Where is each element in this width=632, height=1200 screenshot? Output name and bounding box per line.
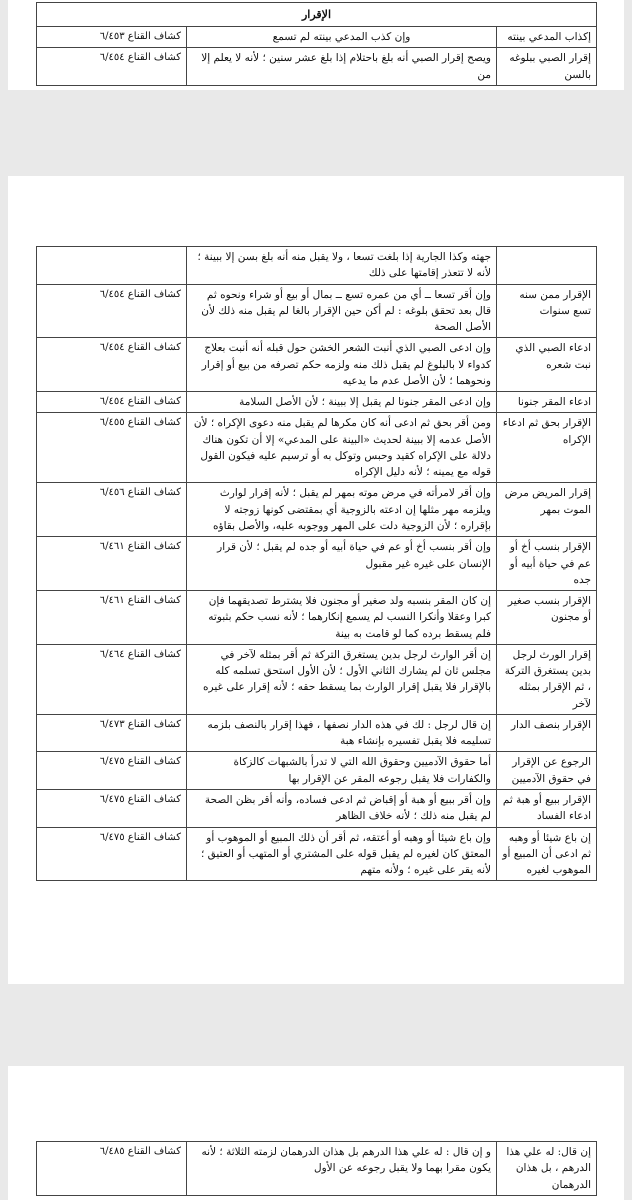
table-row [37, 714, 597, 752]
topic-cell: الإقرار بنسب صغير أو مجنون [497, 591, 597, 645]
reference-cell [37, 247, 187, 285]
rule-cell: ويصح إقرار الصبي أنه بلغ باحتلام إذا بلغ عشر سنين ؛ لأنه لا يعلم إلا من [187, 48, 497, 86]
reference-cell: كشاف القناع ٦/٤٧٥ [37, 752, 187, 790]
topic-cell: إقرار المريض مرض الموت بمهر [497, 483, 597, 537]
rule-cell: وإن ادعى الصبي الذي أنبت الشعر الخشن حول قبله أنه أنبت بعلاج كدواء لا بالبلوغ لم يقبل ذلك منه ولزمه حكم تصرفه من بيع أو إقرار ونحوهما ؛ لأن الأصل عدم ما يدعيه [187, 338, 497, 392]
rule-cell: إن أقر الوارث لرجل بدين يستغرق التركة ثم أقر بمثله لآخر في مجلس ثان لم يشارك الثاني الأول ؛ لأن الأول استحق تسلمه كله بالإقرار فلا يقبل إقرار الوارث بما يسقط حقه ؛ لأنه إقرار على غيره [187, 644, 497, 714]
topic-cell: إقرار الصبي ببلوغه بالسن [497, 48, 597, 86]
rule-cell: و إن قال : له علي هذا الدرهم بل هذان الدرهمان لزمته الثلاثة ؛ لأنه يكون مقرا بهما ولا يقبل رجوعه عن الأول [187, 1142, 497, 1196]
table-row [37, 752, 597, 790]
topic-cell: الرجوع عن الإقرار في حقوق الآدميين [497, 752, 597, 790]
table-row [37, 591, 597, 645]
topic-cell: إقرار الورث لرجل بدين يستغرق التركة ، ثم الإقرار بمثله لآخر [497, 644, 597, 714]
table-row [37, 789, 597, 827]
topic-cell: الإقرار ممن سنه تسع سنوات [497, 284, 597, 338]
table-row [37, 284, 597, 338]
topic-cell: ادعاء الصبي الذي نبت شعره [497, 338, 597, 392]
reference-cell: كشاف القناع ٦/٤٧٣ [37, 714, 187, 752]
topic-cell: إن باع شيئا أو وهبه ثم ادعى أن المبيع أو الموهوب لغيره [497, 827, 597, 881]
rulings-table-1 [36, 2, 597, 86]
table-row [37, 27, 597, 48]
reference-cell: كشاف القناع ٦/٤٥٤ [37, 392, 187, 413]
reference-cell: كشاف القناع ٦/٤٦١ [37, 537, 187, 591]
table-row [37, 1142, 597, 1196]
reference-cell: كشاف القناع ٦/٤٥٦ [37, 483, 187, 537]
reference-cell: كشاف القناع ٦/٤٦١ [37, 591, 187, 645]
reference-cell: كشاف القناع ٦/٤٥٤ [37, 284, 187, 338]
topic-cell: الإقرار بنصف الدار [497, 714, 597, 752]
section-header: الإقرار [37, 3, 597, 27]
reference-cell: كشاف القناع ٦/٤٥٤ [37, 48, 187, 86]
rule-cell: وإن أقر لامرأته في مرض موته بمهر لم يقبل ؛ لأنه إقرار لوارث ويلزمه مهر مثلها إن ادعته بالزوجية أي بمقتضى كونها زوجته لا بإقراره ؛ لأن الزوجية دلت على المهر ووجوبه عليه، والأصل بقاؤه [187, 483, 497, 537]
table-row [37, 392, 597, 413]
page-sheet-1 [8, 0, 624, 90]
rule-cell: إن كان المقر بنسبه ولد صغير أو مجنون فلا يشترط تصديقهما فإن كبرا وعقلا وأنكرا النسب لم يسمع إنكارهما ؛ لأنه نسب حكم بثبوته فلم يسقط برده كما لو قامت به بينة [187, 591, 497, 645]
page-sheet-2 [8, 176, 624, 984]
table-row [37, 483, 597, 537]
rule-cell: وإن أقر تسعا ــ أي من عمره تسع ــ بمال أو بيع أو شراء ونحوه ثم قال بعد تحقق بلوغه : لم أكن حين الإقرار بالغا لم يقبل منه ذلك لأن الأصل الصحة [187, 284, 497, 338]
table-row [37, 247, 597, 285]
topic-cell: الإقرار ببيع أو هبة ثم ادعاء الفساد [497, 789, 597, 827]
rulings-table-3 [36, 1141, 597, 1196]
page-sheet-3 [8, 1066, 624, 1200]
table-row [37, 537, 597, 591]
rule-cell: ومن أقر بحق ثم ادعى أنه كان مكرها لم يقبل منه دعوى الإكراه ؛ لأن الأصل عدمه إلا ببينة لحديث «البينة على المدعي» إلا أن تكون هناك دلالة على الإكراه كقيد وحبس وتوكل به أو ترسيم عليه فيكون القول قوله مع يمينه ؛ لأنه دليل الإكراه [187, 413, 497, 483]
rule-cell: إن قال لرجل : لك في هذه الدار نصفها ، فهذا إقرار بالنصف بلزمه تسليمه فلا يقبل تفسيره بإنشاء هبة [187, 714, 497, 752]
reference-cell: كشاف القناع ٦/٤٥٤ [37, 338, 187, 392]
rule-cell: أما حقوق الآدميين وحقوق الله التي لا تدرأ بالشبهات كالزكاة والكفارات فلا يقبل رجوعه المقر عن الإقرار بها [187, 752, 497, 790]
topic-cell [497, 247, 597, 285]
rule-cell: وإن ادعى المقر جنونا لم يقبل إلا ببينة ؛ لأن الأصل السلامة [187, 392, 497, 413]
table-row [37, 827, 597, 881]
table-row [37, 48, 597, 86]
table-row [37, 644, 597, 714]
topic-cell: الإقرار بنسب أخ أو عم في حياة أبيه أو جده [497, 537, 597, 591]
rule-cell: وإن باع شيئا أو وهبه أو أعتقه، ثم أقر أن ذلك المبيع أو الموهوب أو المعتق كان لغيره لم يقبل قوله على المشتري أو المتهب أو العتيق ؛ لأنه يقر على غيره ؛ ولأنه متهم [187, 827, 497, 881]
rule-cell: وإن أقر بنسب أخ أو عم في حياة أبيه أو جده لم يقبل ؛ لأن قرار الإنسان على غيره غير مقبول [187, 537, 497, 591]
rulings-table-2 [36, 246, 597, 881]
reference-cell: كشاف القناع ٦/٤٧٥ [37, 789, 187, 827]
rule-cell: وإن أقر ببيع أو هبة أو إقباض ثم ادعى فساده، وأنه أقر بظن الصحة لم يقبل منه ذلك ؛ لأنه خلاف الظاهر [187, 789, 497, 827]
rule-cell: وإن كذب المدعي بينته لم تسمع [187, 27, 497, 48]
topic-cell: الإقرار بحق ثم ادعاء الإكراه [497, 413, 597, 483]
reference-cell: كشاف القناع ٦/٤٨٥ [37, 1142, 187, 1196]
table-row [37, 413, 597, 483]
reference-cell: كشاف القناع ٦/٤٥٣ [37, 27, 187, 48]
reference-cell: كشاف القناع ٦/٤٦٤ [37, 644, 187, 714]
table-row [37, 338, 597, 392]
rule-cell: جهته وكذا الجارية إذا بلغت تسعا ، ولا يقبل منه أنه بلغ بسن إلا ببينة ؛ لأنه لا تتعذر إقامتها على ذلك [187, 247, 497, 285]
topic-cell: إن قال: له علي هذا الدرهم ، بل هذان الدرهمان [497, 1142, 597, 1196]
reference-cell: كشاف القناع ٦/٤٧٥ [37, 827, 187, 881]
topic-cell: ادعاء المقر جنونا [497, 392, 597, 413]
reference-cell: كشاف القناع ٦/٤٥٥ [37, 413, 187, 483]
topic-cell: إكذاب المدعي بينته [497, 27, 597, 48]
